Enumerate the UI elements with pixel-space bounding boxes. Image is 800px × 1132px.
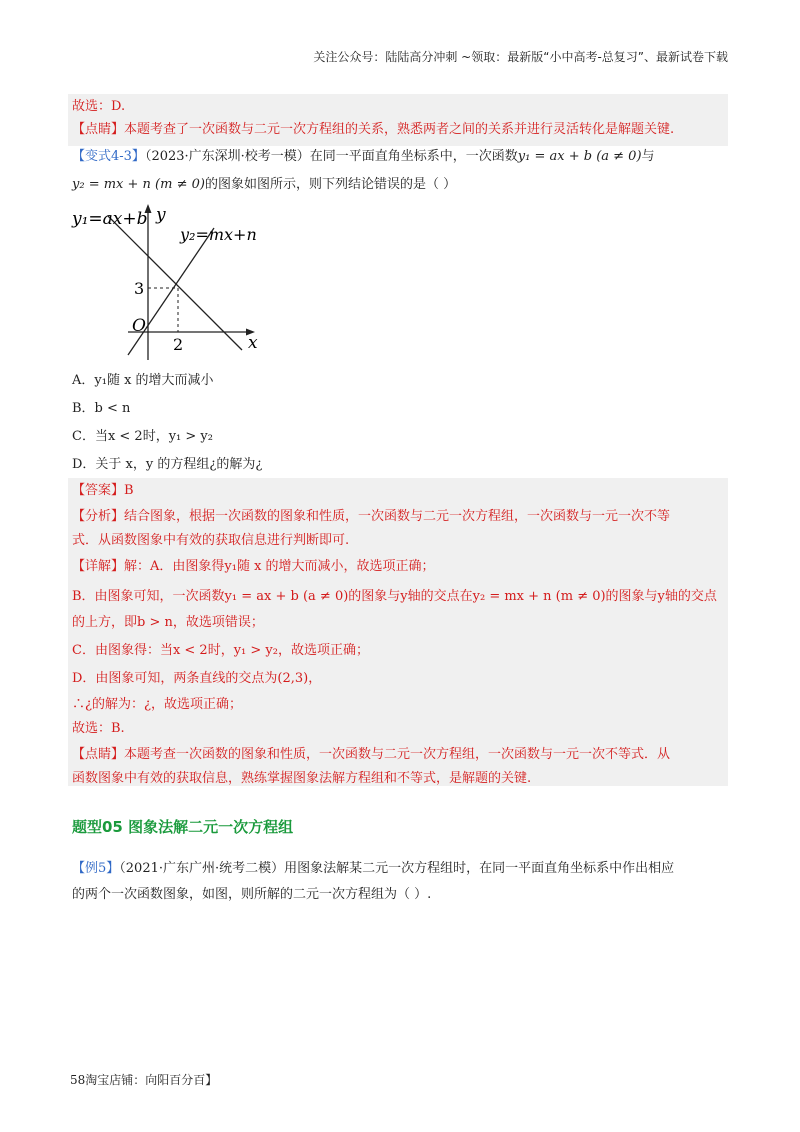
answer-tag: 【答案】: [72, 483, 125, 498]
detail-d-2: ∴¿的解为：¿，故选项正确；: [72, 697, 242, 712]
comment-tag-2: 【点睛】: [72, 747, 125, 762]
comment-line-2: 函数图象中有效的获取信息，熟练掌握图象法解方程组和不等式，是解题的关键.: [72, 771, 532, 786]
variant-end: 与: [641, 149, 655, 164]
solution-choice: 故选：B.: [72, 721, 125, 736]
detail-c: C．由图象得：当x < 2时，y₁ > y₂，故选项正确；: [72, 643, 369, 658]
answer: [72, 480, 134, 502]
page-footer: 58淘宝店铺：向阳百分百】: [70, 1073, 218, 1087]
prev-comment: [72, 119, 674, 141]
origin-label: O: [132, 316, 146, 336]
label-y2: y₂=mx+n: [180, 225, 257, 244]
variant-math-1: y₁ = ax + b (a ≠ 0): [517, 149, 642, 164]
example-line-1: [72, 858, 674, 880]
analysis-text-1: 结合图象，根据一次函数的图象和性质，一次函数与二元一次方程组，一次函数与一元一次不等: [124, 509, 671, 524]
example-tag: 【例5】: [72, 861, 120, 876]
analysis-tag: 【分析】: [72, 509, 125, 524]
detail-b-2: 的上方，即b > n，故选项错误；: [72, 615, 264, 630]
variant-tag: 【变式4-3】: [72, 149, 145, 164]
tick-x-label: 2: [173, 335, 184, 354]
comment-text-2: 本题考查一次函数的图象和性质，一次函数与二元一次方程组，一次函数与一元一次不等式．从: [124, 747, 671, 762]
detail-a-text: 解：A．由图象得y₁随 x 的增大而减小，故选项正确；: [124, 559, 435, 574]
variant-text: （2023·广东深圳·校考一模）在同一平面直角坐标系中，一次函数: [144, 149, 518, 164]
tick-y-label: 3: [134, 279, 145, 298]
variant-math-2: y₂ = mx + n (m ≠ 0): [72, 177, 205, 192]
option-d: D．关于 x，y 的方程组¿的解为¿: [72, 457, 263, 472]
section-title: 题型05 图象法解二元一次方程组: [72, 818, 294, 836]
variant-line-2: [72, 174, 456, 196]
detail-a: [72, 556, 435, 578]
detail-d: D．由图象可知，两条直线的交点为(2,3)，: [72, 671, 322, 686]
option-c: C．当x < 2时，y₁ > y₂: [72, 429, 213, 444]
label-y1: y₁=ax+b: [72, 209, 148, 229]
axis-x-label: x: [248, 333, 258, 353]
prev-choice: 故选：D.: [72, 99, 126, 114]
variant-line-1: [72, 146, 655, 168]
answer-value: B: [124, 483, 134, 498]
axis-y-label: y: [156, 205, 166, 225]
example-line-2: 的两个一次函数图象，如图，则所解的二元一次方程组为（ ）.: [72, 887, 432, 902]
function-graph: [68, 200, 268, 360]
comment-text: 本题考查了一次函数与二元一次方程组的关系，熟悉两者之间的关系并进行灵活转化是解题关键.: [124, 122, 675, 137]
example-text-1: （2021·广东广州·统考二模）用图象法解某二元一次方程组时，在同一平面直角坐标系中作出相应: [119, 861, 675, 876]
analysis-line-1: [72, 506, 670, 528]
detail-tag: 【详解】: [72, 559, 125, 574]
detail-b-1: B．由图象可知，一次函数y₁ = ax + b (a ≠ 0)的图象与y轴的交点在y₂ = mx + n (m ≠ 0)的图象与y轴的交点: [72, 589, 717, 604]
comment-line-1: [72, 744, 670, 766]
comment-tag: 【点睛】: [72, 122, 125, 137]
analysis-line-2: 式．从函数图象中有效的获取信息进行判断即可.: [72, 533, 350, 548]
page-header: 关注公众号：陆陆高分冲刺 ~领取：最新版“小中高考-总复习”、最新试卷下载: [313, 50, 728, 64]
option-a: A．y₁随 x 的增大而减小: [72, 373, 214, 388]
option-b: B．b < n: [72, 401, 131, 416]
variant-text-2: 的图象如图所示，则下列结论错误的是（ ）: [204, 177, 457, 192]
